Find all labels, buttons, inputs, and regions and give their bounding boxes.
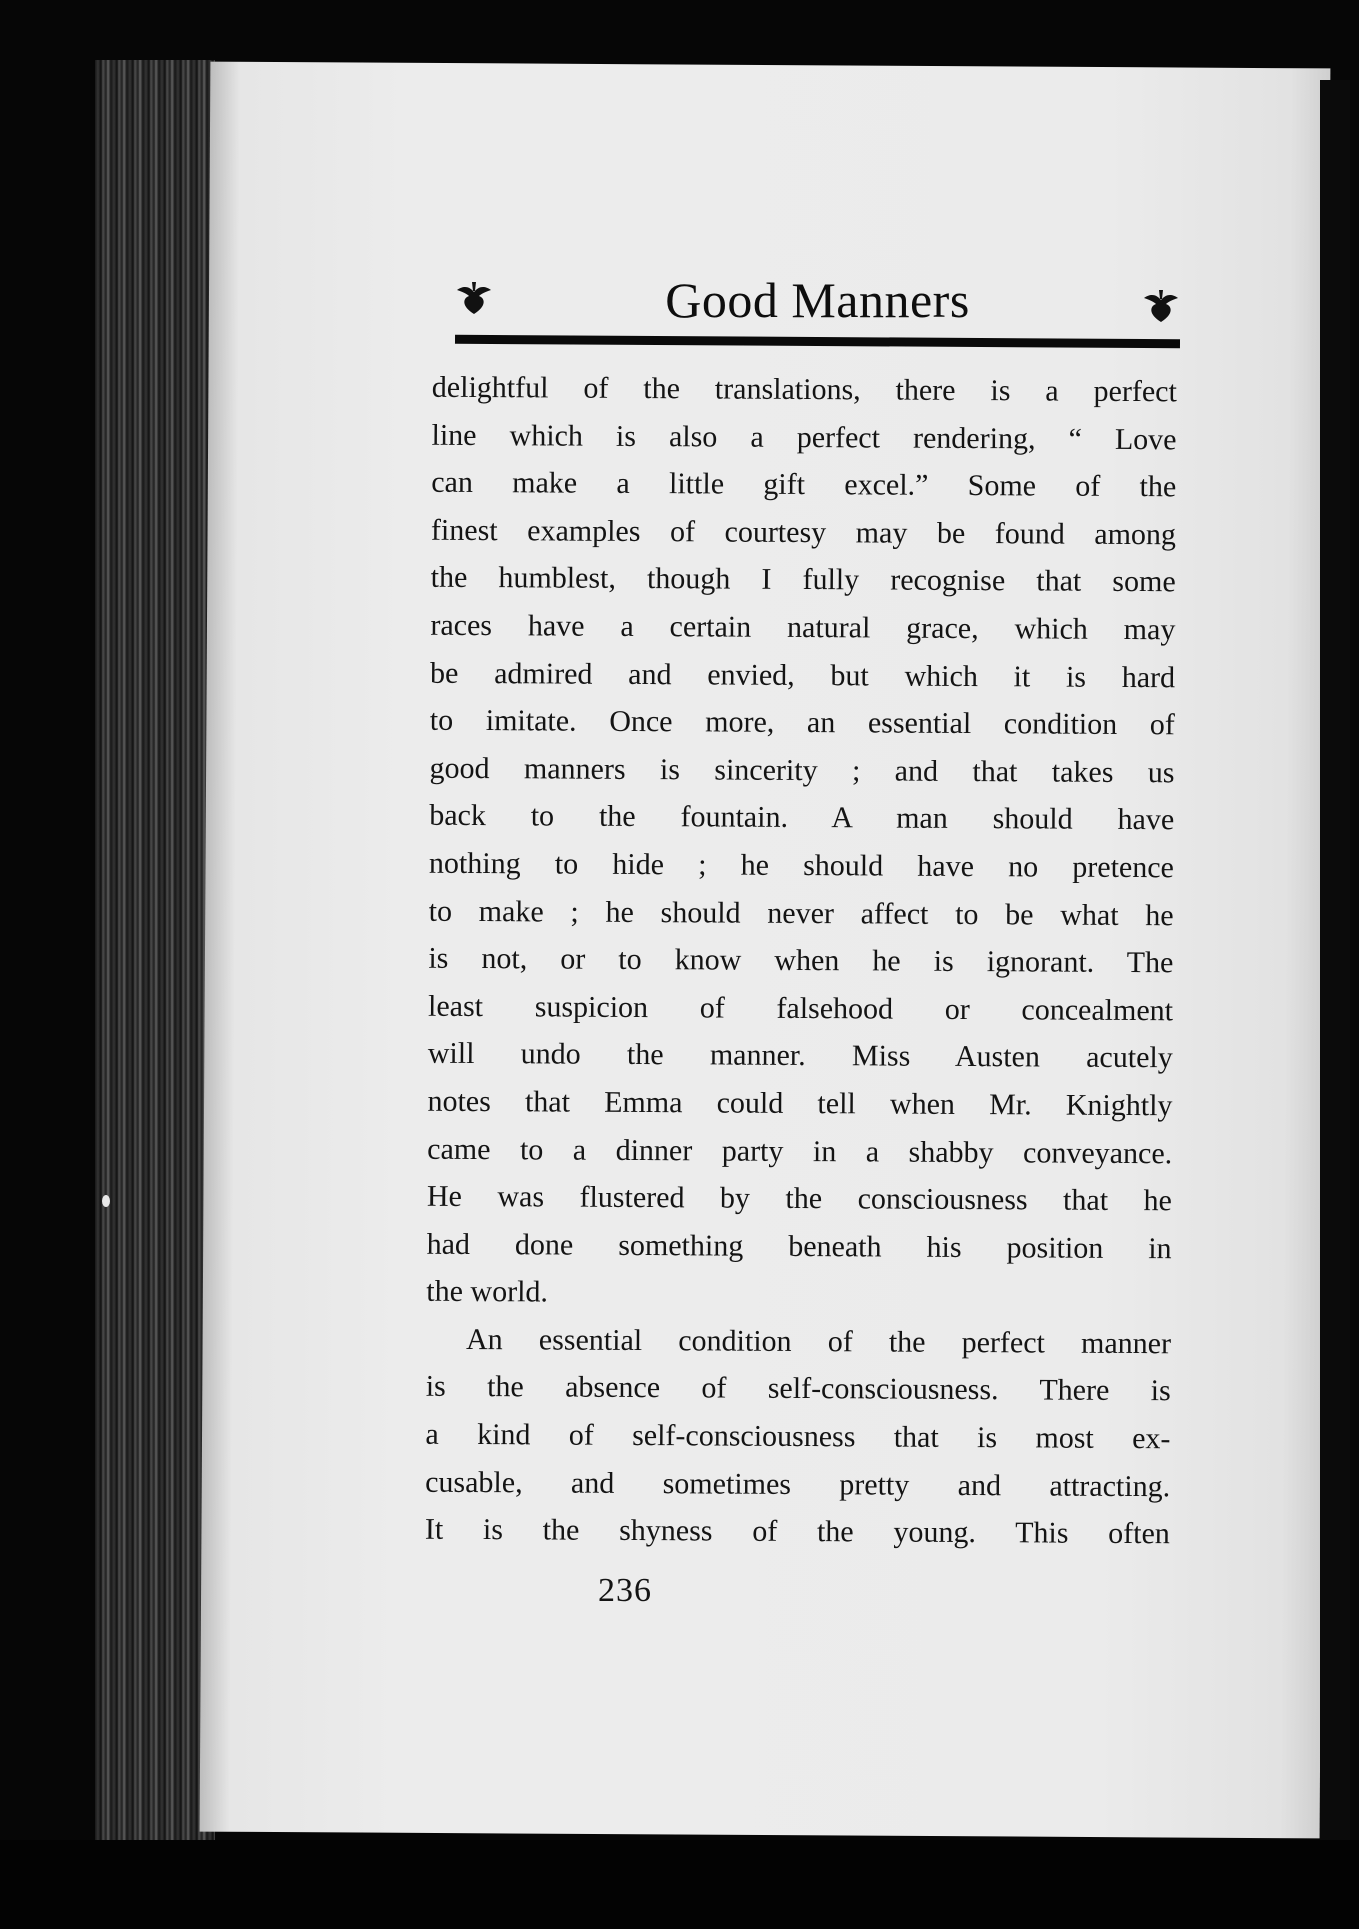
text-line: came to a dinner party in a shabby conveyance. <box>427 1132 1173 1170</box>
text-line: It is the shyness of the young. This often <box>424 1512 1170 1551</box>
text-line: He was flustered by the consciousness that he <box>426 1179 1173 1218</box>
text-line: back to the fountain. A man should have <box>429 799 1175 837</box>
text-line: is the absence of self-consciousness. There is <box>425 1370 1171 1408</box>
text-line: nothing to hide ; he should have no pretence <box>428 846 1175 885</box>
book-spine-edge <box>95 60 215 1850</box>
text-line: the humblest, though I fully recognise that some <box>430 561 1176 599</box>
paragraph-2 <box>425 1316 1171 1559</box>
text-line: An essential condition of the perfect manner <box>465 1322 1172 1361</box>
text-line: good manners is sincerity ; and that takes us <box>429 751 1175 790</box>
text-line: to make ; he should never affect to be what he <box>428 894 1174 932</box>
paragraph-1 <box>426 364 1177 1320</box>
text-line: delightful of the translations, there is a perfect <box>431 370 1177 409</box>
text-line: the world. <box>426 1274 549 1309</box>
running-head: Good Manners <box>665 272 970 328</box>
text-line: can make a little gift excel.” Some of the <box>431 465 1177 504</box>
scan-speck <box>102 1195 110 1207</box>
leaf-ornament-icon <box>1142 290 1180 324</box>
text-line: be admired and envied, but which it is hard <box>430 656 1176 694</box>
text-line: finest examples of courtesy may be found among <box>430 513 1177 552</box>
scan-bottom-border <box>0 1840 1359 1929</box>
text-line: had done something beneath his position in <box>426 1227 1172 1265</box>
body-text <box>425 364 1177 1558</box>
text-line: notes that Emma could tell when Mr. Knightly <box>427 1084 1173 1123</box>
text-line: a kind of self-consciousness that is most ex- <box>425 1417 1171 1456</box>
text-line: to imitate. Once more, an essential condition of <box>429 703 1175 742</box>
text-line: cusable, and sometimes pretty and attracting. <box>425 1465 1171 1503</box>
text-line: will undo the manner. Miss Austen acutely <box>427 1037 1173 1075</box>
text-line: is not, or to know when he is ignorant. The <box>428 941 1174 980</box>
page-right-shadow <box>1320 80 1350 1840</box>
text-line: line which is also a perfect rendering, “ Love <box>431 418 1177 456</box>
text-line: races have a certain natural grace, which may <box>430 608 1176 647</box>
page-number: 236 <box>598 1572 652 1609</box>
text-line: least suspicion of falsehood or concealment <box>427 989 1174 1027</box>
page-header <box>455 270 1180 330</box>
